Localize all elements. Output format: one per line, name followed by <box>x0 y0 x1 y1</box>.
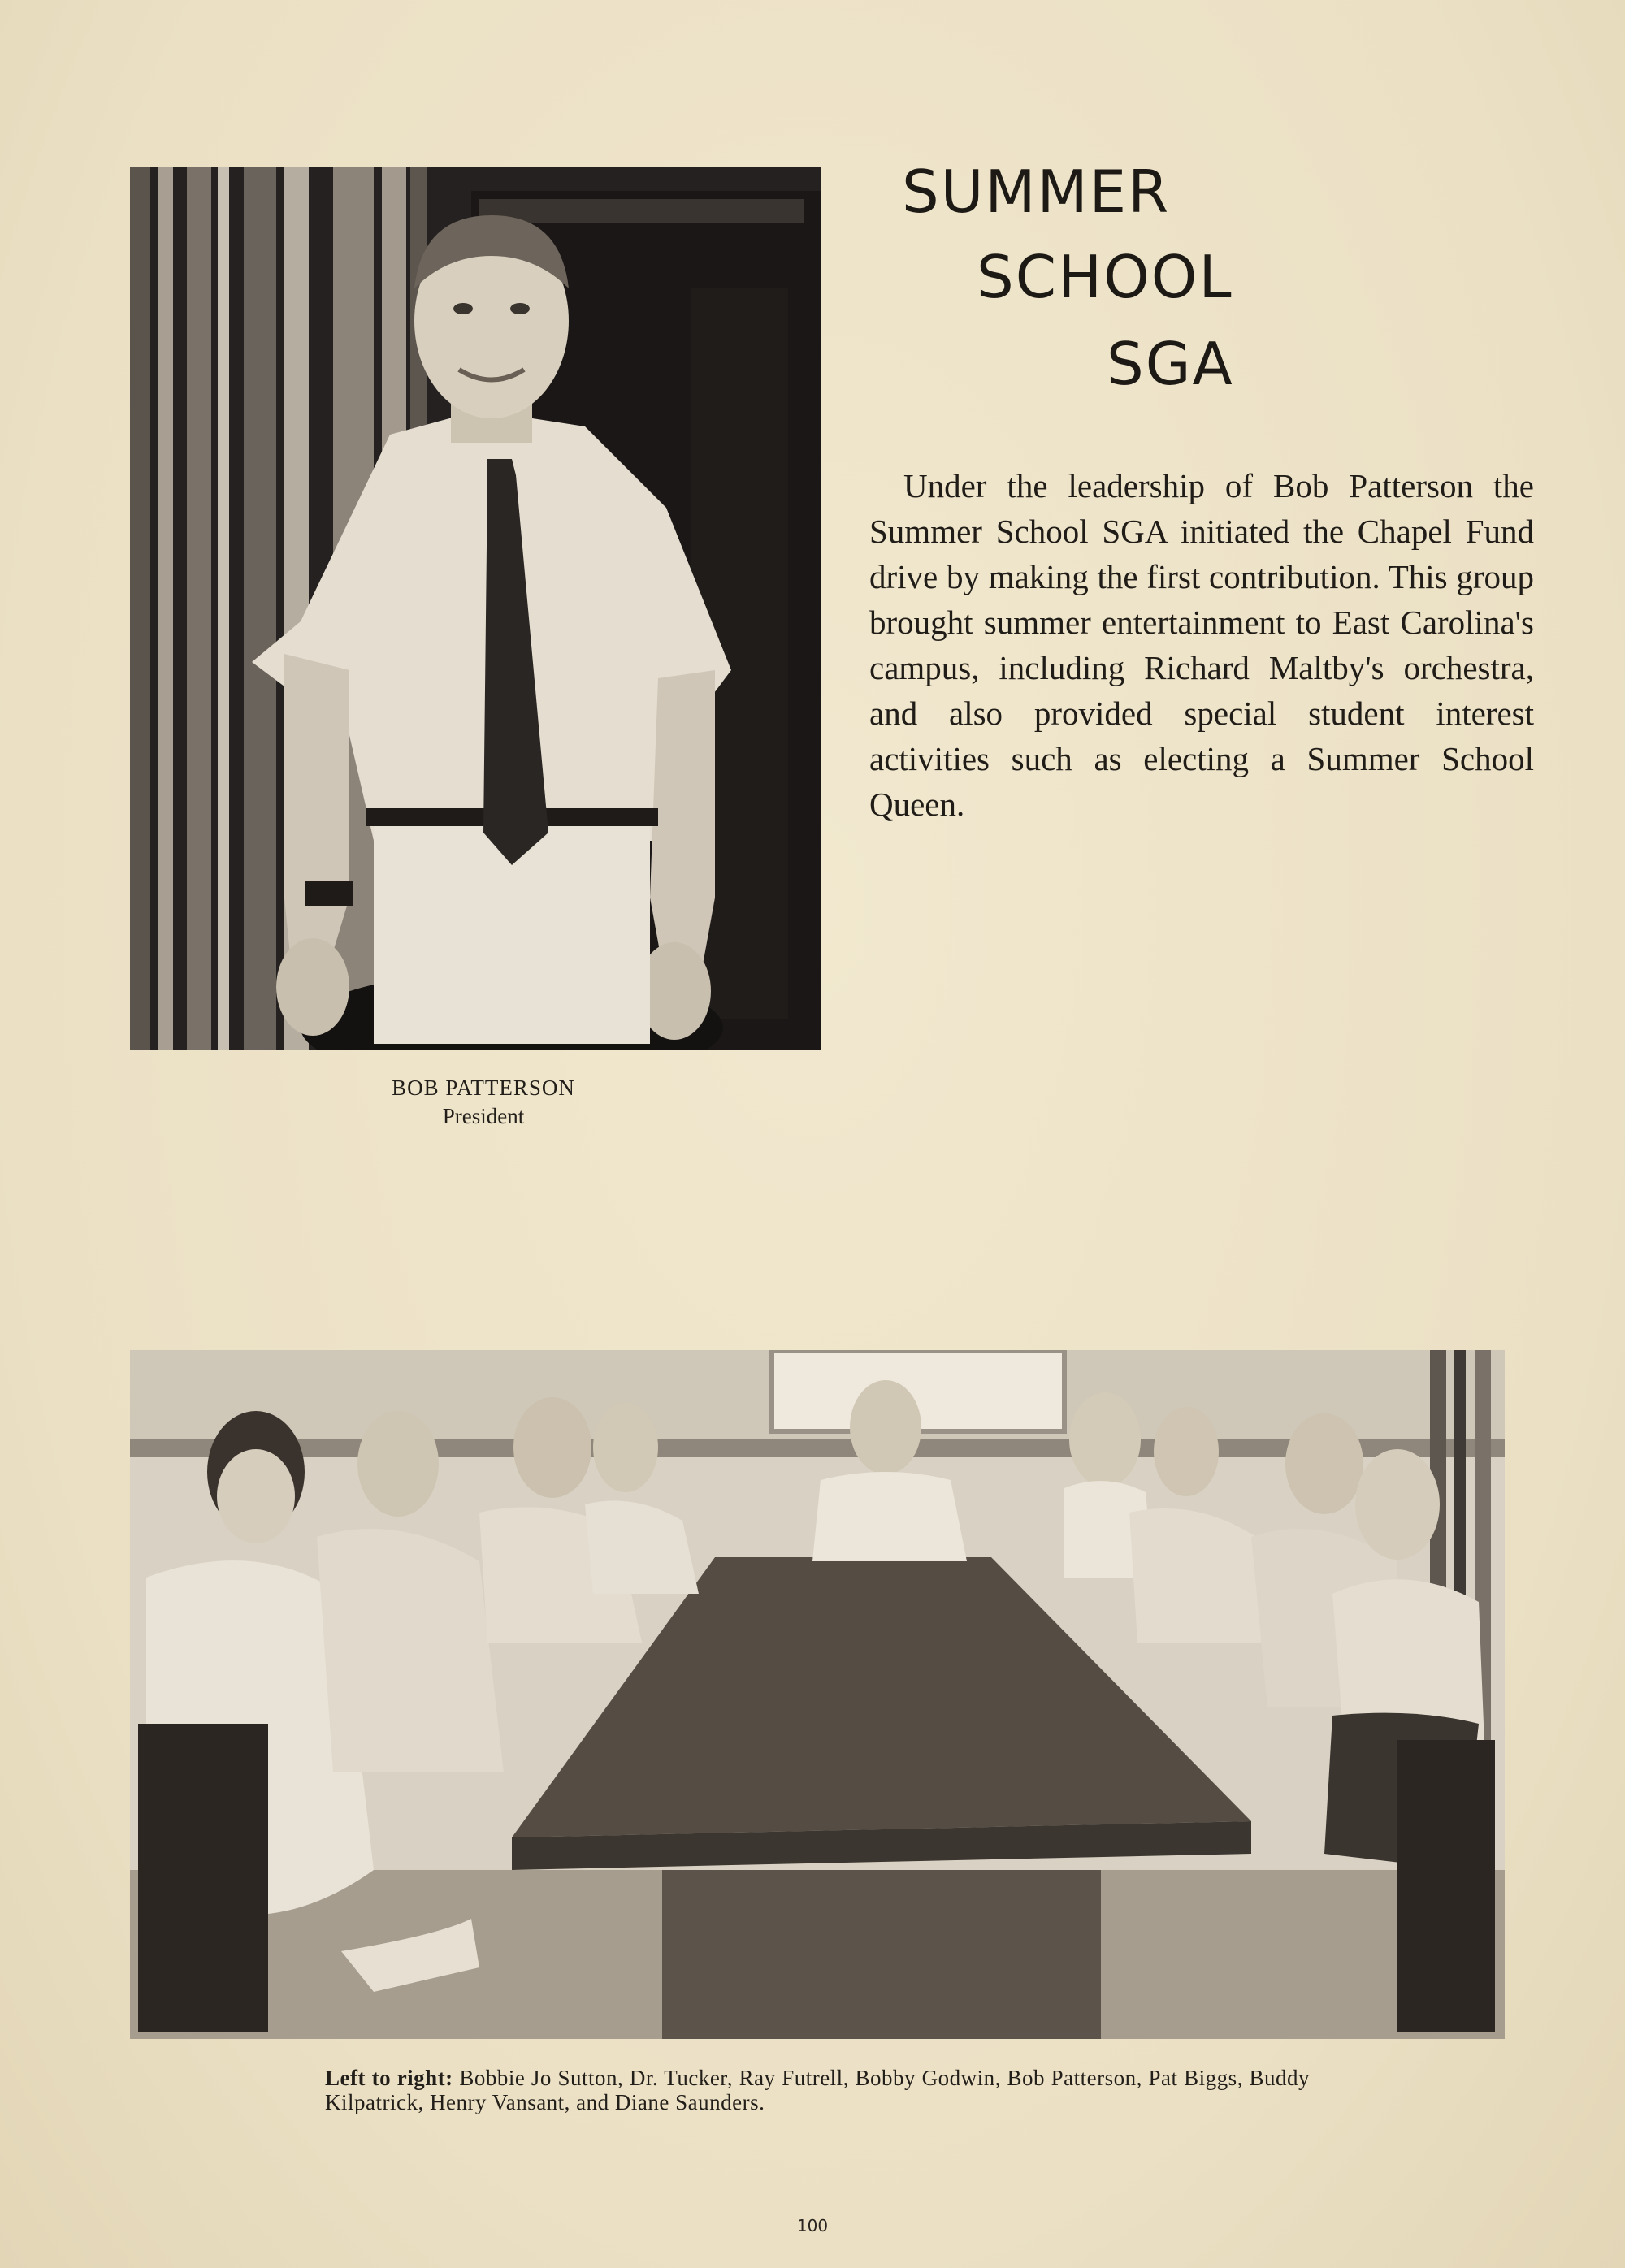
group-caption-lead: Left to right: <box>325 2066 453 2090</box>
title-line-1: SUMMER <box>902 158 1171 226</box>
title-line-2: SCHOOL <box>977 243 1233 311</box>
body-paragraph <box>869 463 1534 827</box>
group-caption <box>325 2066 1310 2114</box>
portrait-caption <box>341 1074 626 1131</box>
portrait-caption-role: President <box>442 1104 525 1128</box>
page-number: 100 <box>796 2216 829 2236</box>
group-photo <box>130 1350 1505 2039</box>
portrait-caption-name: BOB PATTERSON <box>392 1076 575 1100</box>
body-paragraph-text: Under the leadership of Bob Patterson the Summer School SGA initiated the Chapel Fund drive by making the first contribution. This group brought summer entertainment to East Carolina's campus, including Richard Maltby's orchestra, and also provided special student interest activities such as electing a Summer School Queen. <box>869 467 1534 823</box>
portrait-illustration <box>130 167 821 1050</box>
group-photo-illustration <box>130 1350 1505 2039</box>
president-portrait-photo <box>130 167 821 1050</box>
title-line-3: SGA <box>1107 330 1234 398</box>
group-caption-names: Bobbie Jo Sutton, Dr. Tucker, Ray Futrell, Bobby Godwin, Bob Patterson, Pat Biggs, Buddy Kilpatrick, Henry Vansant, and Diane Saunders. <box>325 2066 1311 2114</box>
